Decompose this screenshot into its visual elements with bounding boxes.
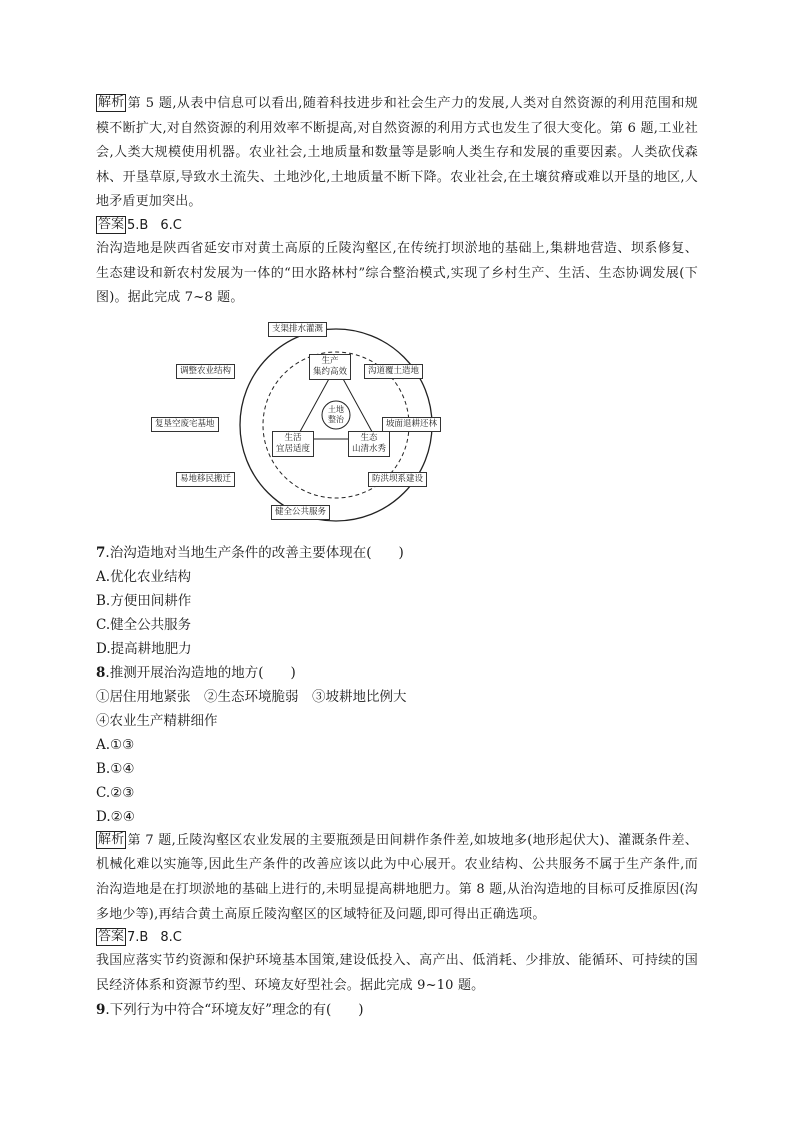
outer-box-5: 健全公共服务 [271,505,330,520]
q8-option-a: A.①③ [96,736,135,753]
answer-8: 8.C [160,930,182,946]
analysis-text: 第 5 题,从表中信息可以看出,随着科技进步和社会生产力的发展,人类对自然资源的利用范围和规模不断扩大,对自然资源的利用效率不断提高,对自然资源的利用方式也发生了很大变化。第 6 题,工业社会,人类大规模使用机器。农业社会,土地质量和数量等是影响人类生存和发展的重要因素。人类砍伐森林、开垦草原,导致水土流失、土地沙化,土地质量不断下降。农业社会,在土壤贫瘠或难以开垦的地区,人地矛盾更加突出。 [96,96,698,210]
outer-box-4: 防洪坝系建设 [368,472,427,487]
question-9: 9.下列行为中符合“环境友好”理念的有( ) [96,1002,364,1019]
answer-tag: 答案 [98,929,125,945]
analysis-tag: 解析 [98,831,125,847]
analysis-block-2 [96,829,698,927]
analysis-block-1 [96,92,698,215]
q8-option-c: C.②③ [96,784,135,801]
document-page [96,92,698,1022]
q8-option-d: D.②④ [96,808,135,825]
passage-intro-7-8: 治沟造地是陕西省延安市对黄土高原的丘陵沟壑区,在传统打坝淤地的基础上,集耕地营造、坝系修复、生态建设和新农村发展为一体的“田水路林村”综合整治模式,实现了乡村生产、生活、生态协调发展(下图)。据此完成 7~8 题。 [96,240,698,306]
question-8: 8.推测开展治沟造地的地方( ) [96,664,296,681]
q7-option-a: A.优化农业结构 [96,568,192,585]
q7-option-c: C.健全公共服务 [96,616,192,633]
question-7: 7.治沟造地对当地生产条件的改善主要体现在( ) [96,544,404,561]
q7-option-b: B.方便田间耕作 [96,592,192,609]
answer-tag: 答案 [98,216,125,232]
answer-line-1 [96,215,698,237]
outer-box-3: 坡面退耕还林 [382,417,441,432]
q8-option-b: B.①④ [96,760,135,777]
q8-items-line-1: ①居住用地紧张 ②生态环境脆弱 ③坡耕地比例大 [96,688,407,705]
answer-line-2 [96,927,698,949]
inner-box-ecology: 生态 山清水秀 [348,431,390,457]
inner-box-production: 生产 集约高效 [309,354,351,380]
analysis-tag: 解析 [98,95,125,110]
outer-box-8: 调整农业结构 [176,364,235,379]
land-consolidation-diagram [96,321,698,533]
passage-intro-9-10: 我国应落实节约资源和保护环境基本国策,建设低投入、高产出、低消耗、少排放、能循环、可持续的国民经济体系和资源节约型、环境友好型社会。据此完成 9~10 题。 [96,953,698,993]
outer-box-7: 复垦空废宅基地 [151,417,219,432]
inner-box-living: 生活 宜居适度 [272,431,314,457]
outer-box-6: 易地移民搬迁 [176,472,235,487]
q7-option-d: D.提高耕地肥力 [96,640,192,657]
answer-5: 5.B [127,217,149,233]
outer-box-2: 沟道覆土造地 [364,364,423,379]
answer-6: 6.C [160,217,182,233]
outer-box-1: 支渠排水灌溉 [268,322,327,337]
center-land-consolidation: 土地 整治 [328,404,344,424]
analysis-text: 第 7 题,丘陵沟壑区农业发展的主要瓶颈是田间耕作条件差,如坡地多(地形起伏大)、灌溉条件差、机械化难以实施等,因此生产条件的改善应该以此为中心展开。农业结构、公共服务不属于生产条件,而治沟造地是在打坝淤地的基础上进行的,未明显提高耕地肥力。第 8 题,从治沟造地的目标可反推原因(沟多地少等),再结合黄土高原丘陵沟壑区的区域特征及问题,即可得出正确选项。 [96,832,698,922]
answer-7: 7.B [127,930,149,946]
q8-items-line-2: ④农业生产精耕细作 [96,712,218,729]
